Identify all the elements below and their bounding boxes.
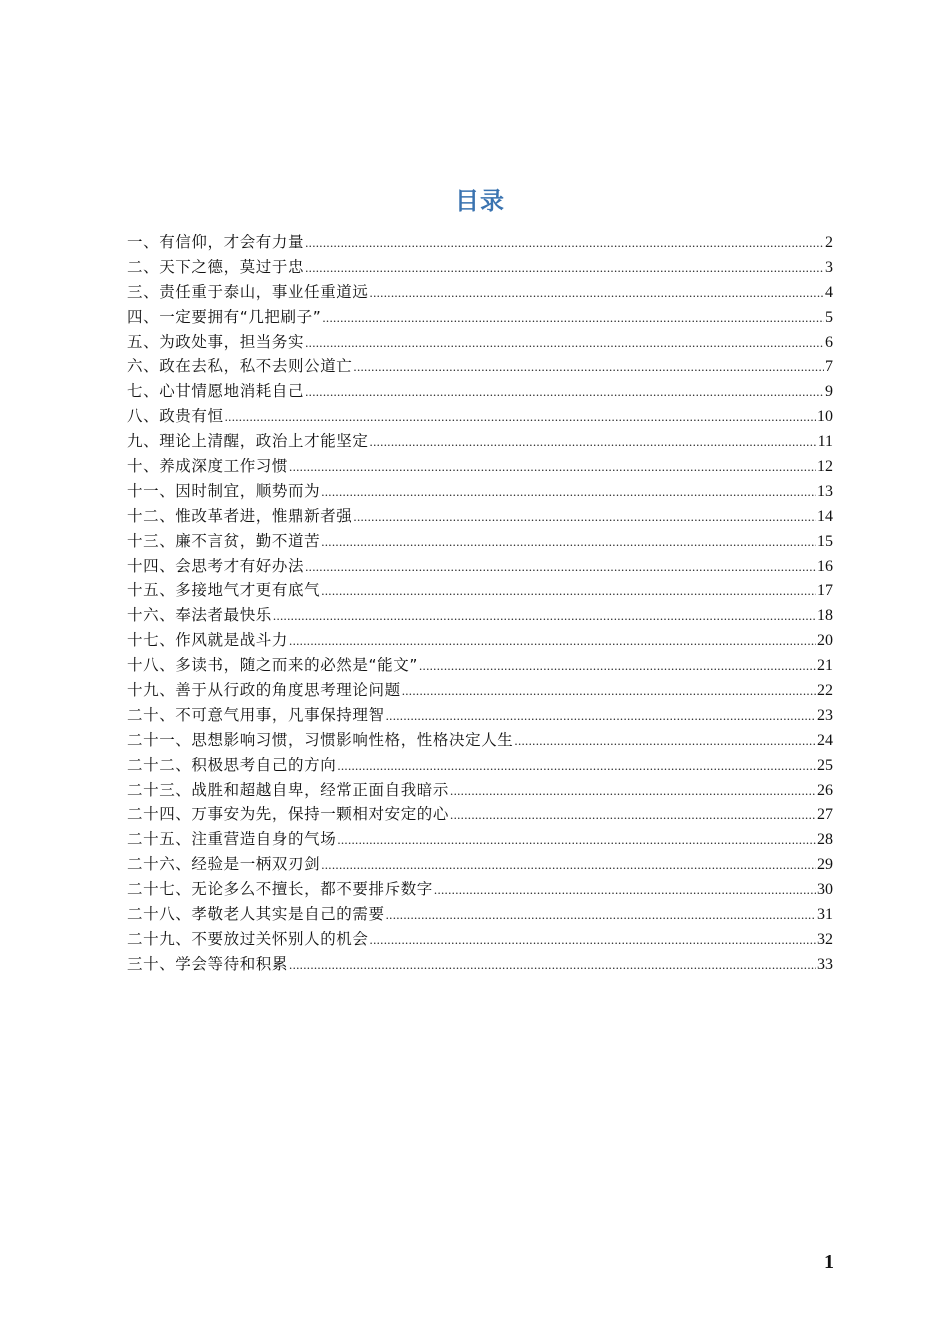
toc-entry-page: 14: [817, 507, 833, 525]
toc-dot-leader: [273, 604, 816, 629]
toc-entry-title: 九、理论上清醒，政治上才能坚定: [127, 432, 369, 451]
toc-dot-leader: [370, 281, 824, 306]
toc-dot-leader: [337, 754, 816, 779]
toc-dot-leader: [337, 828, 816, 853]
toc-entry-title: 二、天下之德，莫过于忠: [127, 257, 305, 276]
toc-entry-title: 二十六、经验是一柄双刃剑: [127, 855, 321, 874]
toc-entry-title: 四、一定要拥有“几把刷子”: [127, 307, 322, 326]
toc-dot-leader: [321, 480, 816, 505]
toc-entry-page: 25: [817, 756, 833, 774]
toc-entry-title: 二十八、孝敬老人其实是自己的需要: [127, 905, 385, 924]
toc-entry-title: 十、养成深度工作习惯: [127, 457, 289, 476]
toc-entry-title: 三十、学会等待和积累: [127, 954, 289, 973]
toc-entry-page: 21: [817, 657, 833, 675]
toc-entry-page: 17: [817, 582, 833, 600]
toc-dot-leader: [419, 654, 816, 679]
toc-entry-title: 十一、因时制宜，顺势而为: [127, 481, 321, 500]
toc-dot-leader: [305, 380, 824, 405]
toc-entry[interactable]: [127, 628, 833, 653]
toc-entry[interactable]: [127, 778, 833, 803]
toc-entry[interactable]: [127, 305, 833, 330]
toc-dot-leader: [353, 355, 824, 380]
toc-entry[interactable]: [127, 678, 833, 703]
toc-list: [127, 230, 833, 977]
toc-entry-title: 二十九、不要放过关怀别人的机会: [127, 929, 369, 948]
toc-entry[interactable]: [127, 330, 833, 355]
toc-entry[interactable]: [127, 603, 833, 628]
toc-entry[interactable]: [127, 578, 833, 603]
toc-entry[interactable]: [127, 852, 833, 877]
toc-entry-title: 八、政贵有恒: [127, 407, 224, 426]
toc-entry-title: 十四、会思考才有好办法: [127, 556, 305, 575]
toc-dot-leader: [450, 779, 816, 804]
toc-entry[interactable]: [127, 429, 833, 454]
toc-entry[interactable]: [127, 927, 833, 952]
toc-entry[interactable]: [127, 354, 833, 379]
toc-dot-leader: [386, 704, 816, 729]
toc-entry[interactable]: [127, 802, 833, 827]
toc-entry[interactable]: [127, 877, 833, 902]
toc-entry-page: 30: [817, 881, 833, 899]
toc-dot-leader: [402, 679, 816, 704]
toc-entry-page: 29: [817, 856, 833, 874]
toc-entry-page: 18: [817, 607, 833, 625]
toc-entry-title: 二十二、积极思考自己的方向: [127, 755, 337, 774]
toc-dot-leader: [321, 530, 816, 555]
toc-entry-page: 4: [825, 283, 833, 301]
toc-entry[interactable]: [127, 554, 833, 579]
toc-dot-leader: [305, 256, 824, 281]
toc-entry-page: 12: [817, 458, 833, 476]
toc-entry-title: 二十四、万事安为先，保持一颗相对安定的心: [127, 805, 450, 824]
toc-entry[interactable]: [127, 902, 833, 927]
toc-dot-leader: [450, 803, 816, 828]
toc-entry-title: 二十七、无论多么不擅长，都不要排斥数字: [127, 880, 433, 899]
toc-entry[interactable]: [127, 753, 833, 778]
toc-entry-page: 16: [817, 557, 833, 575]
toc-entry-title: 二十五、注重营造自身的气场: [127, 830, 337, 849]
toc-entry-title: 十二、惟改革者进，惟鼎新者强: [127, 506, 353, 525]
toc-entry-title: 十七、作风就是战斗力: [127, 631, 289, 650]
toc-entry-title: 二十、不可意气用事，凡事保持理智: [127, 705, 385, 724]
toc-entry-page: 10: [817, 408, 833, 426]
toc-entry[interactable]: [127, 728, 833, 753]
toc-entry-page: 20: [817, 632, 833, 650]
toc-dot-leader: [305, 555, 816, 580]
toc-entry-page: 22: [817, 682, 833, 700]
toc-entry-page: 7: [825, 358, 833, 376]
toc-entry-page: 23: [817, 706, 833, 724]
toc-entry-page: 11: [817, 433, 833, 451]
toc-entry-page: 9: [825, 383, 833, 401]
toc-entry[interactable]: [127, 504, 833, 529]
toc-entry[interactable]: [127, 404, 833, 429]
toc-dot-leader: [514, 729, 816, 754]
toc-entry-title: 二十三、战胜和超越自卑，经常正面自我暗示: [127, 780, 450, 799]
toc-entry-title: 三、责任重于泰山，事业任重道远: [127, 282, 369, 301]
toc-entry-title: 二十一、思想影响习惯，习惯影响性格，性格决定人生: [127, 730, 514, 749]
toc-dot-leader: [305, 231, 824, 256]
toc-entry-title: 七、心甘情愿地消耗自己: [127, 382, 305, 401]
toc-entry-page: 28: [817, 831, 833, 849]
toc-entry-title: 五、为政处事，担当务实: [127, 332, 305, 351]
toc-entry-page: 6: [825, 333, 833, 351]
toc-entry-page: 26: [817, 781, 833, 799]
toc-dot-leader: [289, 629, 816, 654]
toc-dot-leader: [322, 306, 824, 331]
toc-dot-leader: [434, 878, 816, 903]
toc-entry-page: 5: [825, 308, 833, 326]
toc-entry-page: 31: [817, 906, 833, 924]
toc-entry[interactable]: [127, 280, 833, 305]
toc-entry[interactable]: [127, 379, 833, 404]
toc-entry[interactable]: [127, 230, 833, 255]
toc-dot-leader: [321, 853, 816, 878]
toc-entry-page: 3: [825, 258, 833, 276]
toc-dot-leader: [305, 331, 824, 356]
toc-entry-title: 十六、奉法者最快乐: [127, 606, 272, 625]
toc-entry-title: 十八、多读书，随之而来的必然是“能文”: [127, 656, 418, 675]
toc-entry-title: 十三、廉不言贫，勤不道苦: [127, 531, 321, 550]
toc-dot-leader: [225, 405, 816, 430]
toc-dot-leader: [321, 579, 816, 604]
toc-entry-page: 33: [817, 955, 833, 973]
toc-dot-leader: [353, 505, 816, 530]
toc-entry-page: 15: [817, 532, 833, 550]
toc-dot-leader: [386, 903, 816, 928]
toc-entry-title: 十五、多接地气才更有底气: [127, 581, 321, 600]
toc-title: 目录: [455, 186, 505, 215]
toc-entry[interactable]: [127, 479, 833, 504]
toc-entry[interactable]: [127, 703, 833, 728]
toc-dot-leader: [289, 953, 816, 978]
toc-entry[interactable]: [127, 653, 833, 678]
toc-entry[interactable]: [127, 529, 833, 554]
toc-entry-title: 六、政在去私，私不去则公道亡: [127, 357, 353, 376]
toc-dot-leader: [370, 928, 816, 953]
toc-entry-page: 2: [825, 234, 833, 251]
toc-dot-leader: [370, 430, 817, 455]
toc-entry[interactable]: [127, 255, 833, 280]
toc-entry[interactable]: [127, 952, 833, 977]
toc-entry[interactable]: [127, 454, 833, 479]
toc-entry-page: 13: [817, 482, 833, 500]
toc-entry-page: 27: [817, 806, 833, 824]
toc-entry-title: 一、有信仰，才会有力量: [127, 233, 305, 251]
toc-entry-title: 十九、善于从行政的角度思考理论问题: [127, 681, 401, 700]
page-number: 1: [824, 1251, 834, 1273]
toc-entry-page: 24: [817, 731, 833, 749]
toc-dot-leader: [289, 455, 816, 480]
toc-entry[interactable]: [127, 827, 833, 852]
toc-entry-page: 32: [817, 930, 833, 948]
